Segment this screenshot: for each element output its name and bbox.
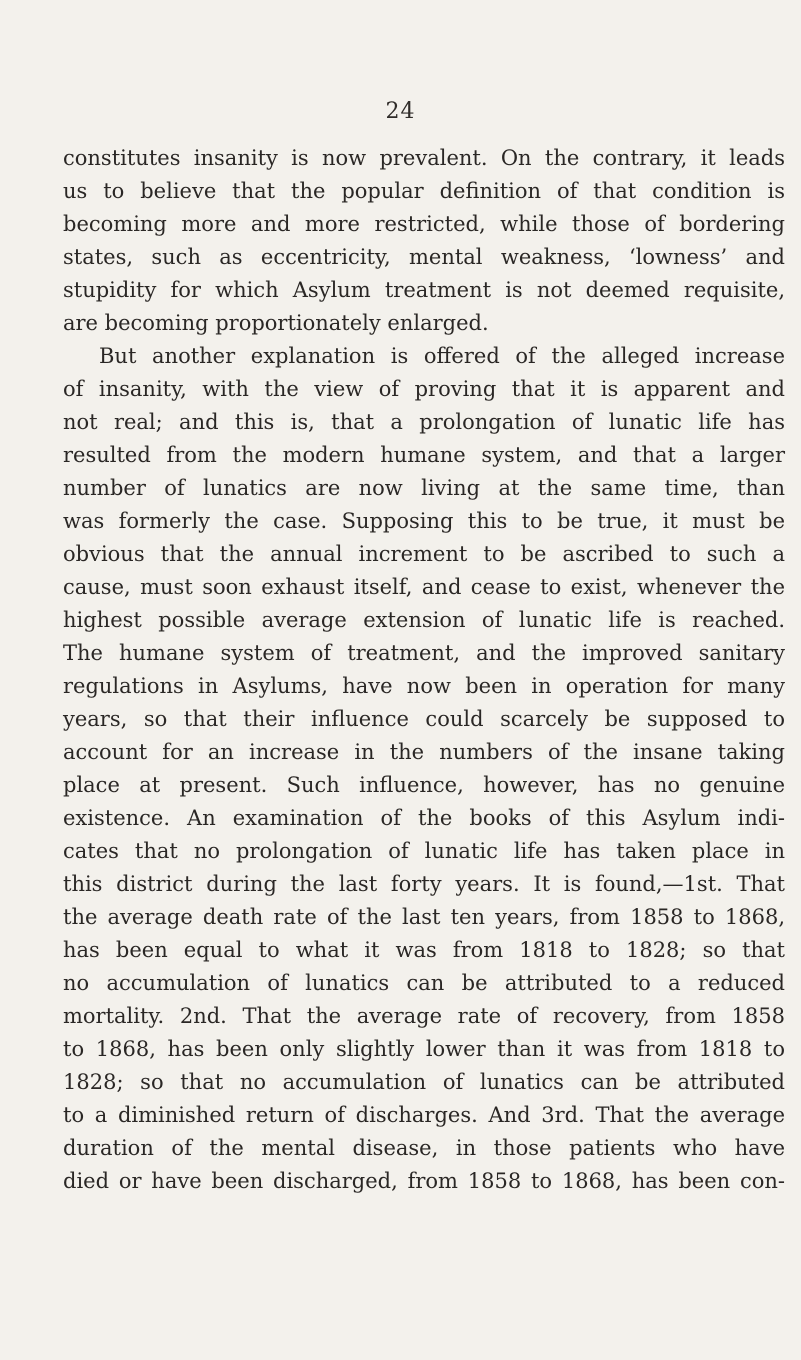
text-line: place at present. Such influence, however, has no genuine xyxy=(63,773,785,797)
text-line: the average death rate of the last ten years, from 1858 to 1868, xyxy=(63,905,785,929)
text-line: But another explanation is offered of the alleged increase xyxy=(99,344,785,368)
text-line: 1828; so that no accumulation of lunatics can be attributed xyxy=(63,1070,785,1094)
text-line: years, so that their influence could scarcely be supposed to xyxy=(63,707,785,731)
text-line: duration of the mental disease, in those patients who have xyxy=(63,1136,785,1160)
text-line: was formerly the case. Supposing this to be true, it must be xyxy=(63,509,785,533)
text-line: cates that no prolongation of lunatic life has taken place in xyxy=(63,839,785,863)
text-line: existence. An examination of the books of this Asylum indi- xyxy=(63,806,785,830)
text-line: of insanity, with the view of proving that it is apparent and xyxy=(63,377,785,401)
text-line: constitutes insanity is now prevalent. On the contrary, it leads xyxy=(63,146,785,170)
text-line: number of lunatics are now living at the same time, than xyxy=(63,476,785,500)
text-line: resulted from the modern humane system, and that a larger xyxy=(63,443,785,467)
text-line: has been equal to what it was from 1818 to 1828; so that xyxy=(63,938,785,962)
text-line: to a diminished return of discharges. And 3rd. That the average xyxy=(63,1103,785,1127)
text-line: cause, must soon exhaust itself, and cease to exist, whenever the xyxy=(63,575,785,599)
text-line: stupidity for which Asylum treatment is not deemed requisite, xyxy=(63,278,785,302)
text-line: us to believe that the popular definition of that condition is xyxy=(63,179,785,203)
text-line: died or have been discharged, from 1858 to 1868, has been con- xyxy=(63,1169,785,1193)
text-line: becoming more and more restricted, while those of bordering xyxy=(63,212,785,236)
text-line: mortality. 2nd. That the average rate of recovery, from 1858 xyxy=(63,1004,785,1028)
text-line: regulations in Asylums, have now been in operation for many xyxy=(63,674,785,698)
text-line: highest possible average extension of lunatic life is reached. xyxy=(63,608,785,632)
text-line: are becoming proportionately enlarged. xyxy=(63,311,489,335)
text-line: this district during the last forty years. It is found,—1st. That xyxy=(63,872,785,896)
text-line: not real; and this is, that a prolongation of lunatic life has xyxy=(63,410,785,434)
text-line: states, such as eccentricity, mental weakness, ‘lowness’ and xyxy=(63,245,785,269)
page-number: 24 xyxy=(385,99,416,124)
text-line: account for an increase in the numbers of the insane taking xyxy=(63,740,785,764)
text-line: The humane system of treatment, and the improved sanitary xyxy=(63,641,785,665)
text-line: no accumulation of lunatics can be attributed to a reduced xyxy=(63,971,785,995)
text-line: obvious that the annual increment to be ascribed to such a xyxy=(63,542,785,566)
text-line: to 1868, has been only slightly lower than it was from 1818 to xyxy=(63,1037,785,1061)
